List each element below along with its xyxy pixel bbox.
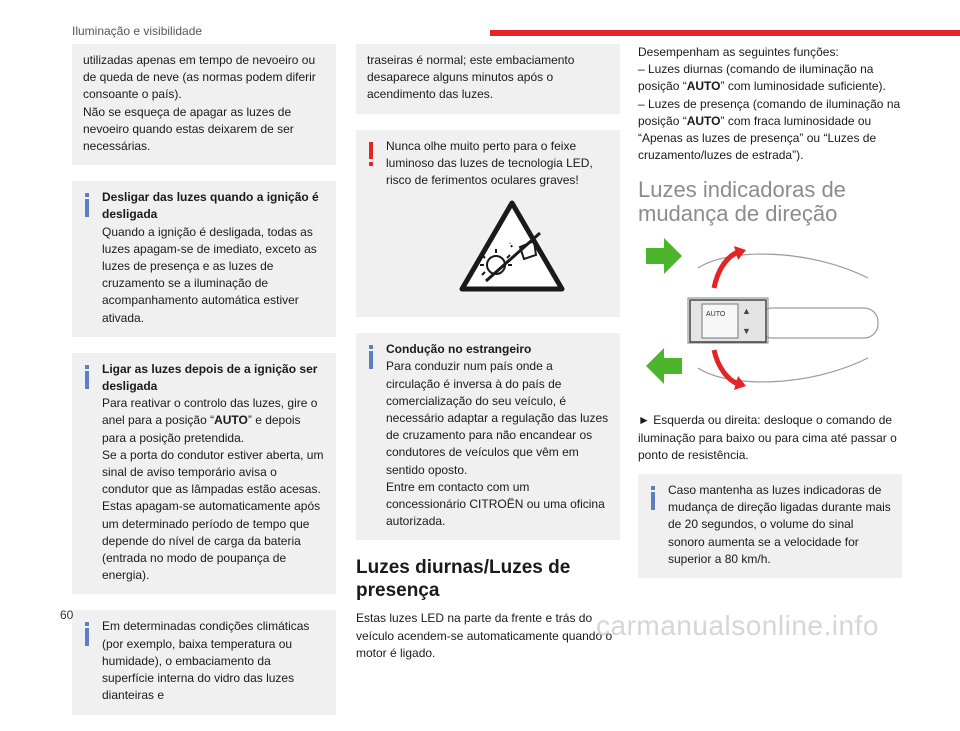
info-box-body: Caso mantenha as luzes indicadoras de mudança de direção ligadas durante mais de 20 segundos, o volume do sinal sonoro aumenta se a velocidade for superior a 80 km/h. [668,483,891,566]
info-box-title: Condução no estrangeiro [386,342,532,357]
info-box-body: Quando a ignição é desligada, todas as luzes apagam-se de imediato, exceto as luzes de presença e as luzes de cruzamento se a iluminação de acompanhamento automática estiver ativada. [102,224,317,325]
info-box-condensation [72,610,336,714]
info-box-ignition-off [72,181,336,337]
lighting-stalk-diagram [638,238,902,398]
info-box-body: Para conduzir num país onde a circulação é inversa à do país de comercialização do seu veículo, é necessário adaptar a regulação das luzes de cruzamento para não encandear os condutores de veículos que vêm em sentido oposto. [386,359,609,477]
info-box-body: Em determinadas condições climáticas (por exemplo, baixa temperatura ou humidade), o embaciamento da superfície interna do vidro das luzes dianteiras e [102,619,310,703]
column-1 [72,44,336,731]
watermark: carmanualsonline.info [596,610,879,641]
led-eye-warning-illustration [386,189,609,307]
info-box-title: Ligar as luzes depois de a ignição ser desligada [102,361,318,394]
info-icon [649,486,656,510]
fog-lights-box [72,44,336,165]
functions-list [638,44,902,164]
svg-text:▼: ▼ [742,326,751,337]
function-item-position: – Luzes de presença (comando de iluminação na posição “AUTO” com fraca luminosidade ou “Apenas as luzes de presença” ou “Luzes de cruzamento/luzes de estrada”). [638,96,901,163]
daytime-lights-paragraph: Estas luzes LED na parte da frente e trás do veículo acendem-se automaticamente quando o motor é ligado. [356,611,613,660]
info-box-body: Estas apagam-se automaticamente após um determinado período de tempo que depende do nível de carga da bateria (entrada no modo de poupança de energia). [102,499,321,583]
svg-text:▲: ▲ [742,306,751,317]
info-box-body: Entre em contacto com um concessionário CITROËN ou uma oficina autorizada. [386,479,605,529]
arrow-left-icon [646,348,682,384]
info-icon [83,622,90,646]
info-icon [83,193,90,217]
info-box-lights-after-ignition [72,353,336,595]
condensation-continued-text: traseiras é normal; este embaciamento desaparece alguns minutos após o acendimento das luzes. [367,53,575,102]
page-number: 60 [60,608,74,622]
header-accent-bar [490,30,960,36]
indicator-instruction: ► Esquerda ou direita: desloque o comando de iluminação para baixo ou para cima até passar o ponto de resistência. [638,413,897,462]
functions-intro: Desempenham as seguintes funções: [638,45,839,59]
arrow-right-icon [646,238,682,274]
section-heading-indicators: Luzes indicadoras de mudança de direção [638,177,846,227]
condensation-continued-box [356,44,620,114]
info-box-driving-abroad [356,333,620,540]
info-icon [367,345,374,369]
column-2 [356,44,620,662]
function-item-daytime: – Luzes diurnas (comando de iluminação na posição “AUTO” com luminosidade suficiente). [638,62,886,94]
led-warning-triangle-icon [458,199,566,295]
fog-lights-text-1: utilizadas apenas em tempo de nevoeiro ou de queda de neve (as normas podem diferir consoante o país). [83,53,316,102]
info-box-indicator-volume [638,474,902,578]
info-box-body: Para reativar o controlo das luzes, gire o anel para a posição “AUTO” e depois para a posição pretendida. [102,396,318,445]
up-direction-arrow-icon [714,252,738,288]
warning-box-body: Nunca olhe muito perto para o feixe luminoso das luzes de tecnologia LED, risco de ferimentos oculares graves! [386,138,593,188]
column-3 [638,44,902,594]
info-box-body: Se a porta do condutor estiver aberta, um sinal de aviso temporário avisa o condutor que as lâmpadas estão acesas. [102,447,324,497]
indicator-stalk-illustration [638,238,902,398]
info-icon [83,365,90,389]
section-title: Iluminação e visibilidade [72,24,203,38]
warning-icon [367,142,374,166]
fog-lights-text-2: Não se esqueça de apagar as luzes de nevoeiro quando estas deixarem de ser necessárias. [83,104,294,154]
warning-box-led [356,130,620,318]
info-box-title: Desligar das luzes quando a ignição é desligada [102,190,319,222]
stalk-auto-label: AUTO [706,311,726,319]
section-heading-daytime-lights: Luzes diurnas/Luzes de presença [356,557,571,602]
